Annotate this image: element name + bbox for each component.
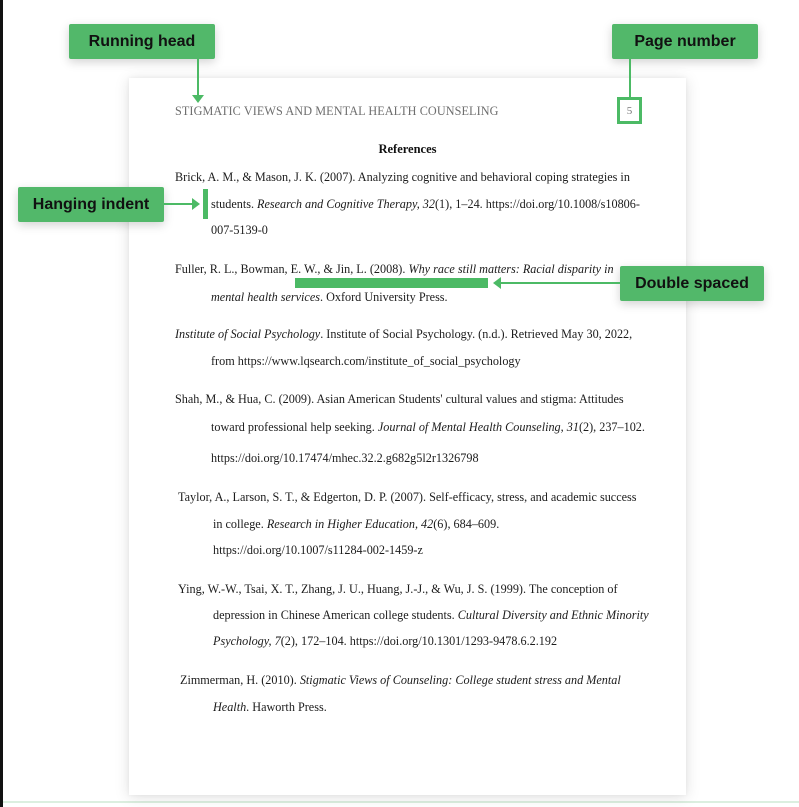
bottom-divider — [3, 801, 799, 803]
callout-label: Page number — [634, 32, 736, 50]
double-spaced-marker — [295, 278, 488, 288]
reference-entry-indented-line: https://doi.org/10.1007/s11284-002-1459-z — [213, 543, 423, 557]
page-number-highlight — [617, 97, 642, 124]
hanging-indent-connector — [164, 203, 194, 205]
reference-entry-indented-line: Health. Haworth Press. — [213, 700, 327, 714]
reference-entry-indented-line: mental health services. Oxford University Press. — [211, 290, 448, 304]
callout-running-head — [69, 24, 215, 59]
reference-entry-first-line: Institute of Social Psychology. Institute of Social Psychology. (n.d.). Retrieved May 30, 2022, — [175, 327, 633, 341]
reference-entry-indented-line: toward professional help seeking. Journal of Mental Health Counseling, 31(2), 237–102. — [211, 420, 645, 434]
reference-entry-first-line: Taylor, A., Larson, S. T., & Edgerton, D. P. (2007). Self-efficacy, stress, and academic success — [178, 490, 637, 504]
callout-label: Hanging indent — [32, 195, 150, 213]
arrow-left-icon — [493, 277, 501, 289]
page-number-connector — [629, 59, 631, 97]
reference-entry-first-line: Zimmerman, H. (2010). Stigmatic Views of Counseling: College student stress and Mental — [180, 673, 621, 687]
running-head: STIGMATIC VIEWS AND MENTAL HEALTH COUNSELING — [175, 104, 499, 118]
callout-double-spaced — [620, 266, 764, 301]
arrow-right-icon — [192, 198, 200, 210]
callout-hanging-indent — [18, 187, 164, 222]
double-spaced-connector — [500, 282, 620, 284]
callout-label: Double spaced — [635, 274, 749, 292]
arrow-down-icon — [192, 95, 204, 103]
reference-entry-indented-line: from https://www.lqsearch.com/institute_of_social_psychology — [211, 354, 521, 368]
reference-entry-indented-line: depression in Chinese American college students. Cultural Diversity and Ethnic Minority — [213, 608, 649, 622]
hanging-indent-marker — [203, 189, 208, 219]
running-head-connector — [197, 59, 199, 97]
reference-entry-first-line: Ying, W.-W., Tsai, X. T., Zhang, J. U., Huang, J.-J., & Wu, J. S. (1999). The conception of — [178, 582, 618, 596]
page-number: 5 — [626, 104, 633, 117]
reference-entry-first-line: Shah, M., & Hua, C. (2009). Asian American Students' cultural values and stigma: Attitudes — [175, 392, 624, 406]
callout-label: Running head — [88, 32, 196, 50]
reference-entry-indented-line: Psychology, 7(2), 172–104. https://doi.org/10.1301/1293-9478.6.2.192 — [213, 634, 558, 648]
reference-entry-indented-line: https://doi.org/10.17474/mhec.32.2.g682g5l2r1326798 — [211, 451, 479, 465]
reference-entry-indented-line: students. Research and Cognitive Therapy, 32(1), 1–24. https://doi.org/10.1008/s10806- — [211, 197, 640, 211]
reference-entry-indented-line: in college. Research in Higher Education, 42(6), 684–609. — [213, 517, 500, 531]
reference-entry-indented-line: 007-5139-0 — [211, 223, 268, 237]
reference-entry-first-line: Brick, A. M., & Mason, J. K. (2007). Analyzing cognitive and behavioral coping strategies in — [175, 170, 630, 184]
callout-page-number — [612, 24, 758, 59]
left-edge-strip — [0, 0, 3, 807]
references-heading: References — [378, 142, 437, 156]
reference-entry-first-line: Fuller, R. L., Bowman, E. W., & Jin, L. (2008). Why race still matters: Racial disparity in — [175, 262, 614, 276]
